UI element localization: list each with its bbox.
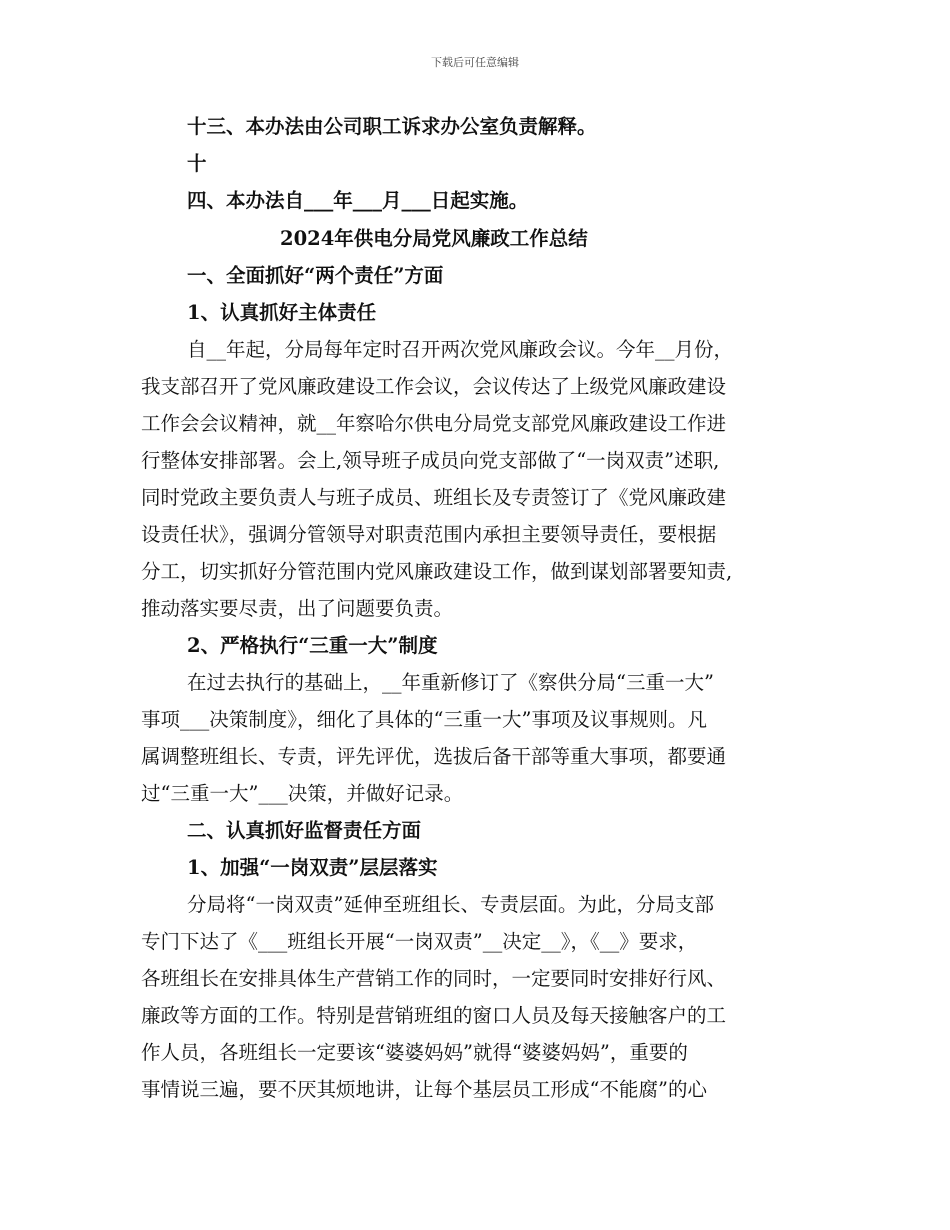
page-header-note: 下载后可任意编辑 [431,56,519,69]
paragraph-line: 各班组长在安排具体生产营销工作的同时，一定要同时安排好行风、 [141,967,727,990]
paragraph-line: 专门下达了《___班组长开展“一岗双责”__决定__》，《__》要求， [141,930,698,953]
subheading-2-1: 1、加强“一岗双责”层层落实 [187,856,438,879]
section-heading-2: 二、认真抓好监督责任方面 [187,819,422,842]
paragraph-line: 分局将“一岗双责”延伸至班组长、专责层面。为此，分局支部 [187,893,714,916]
subheading-1-2: 2、严格执行“三重一大”制度 [187,634,438,657]
subheading-1-1: 1、认真抓好主体责任 [187,301,377,324]
paragraph-line: 在过去执行的基础上，__年重新修订了《察供分局“三重一大” [187,671,714,694]
section-heading-1: 一、全面抓好“两个责任”方面 [187,264,444,287]
paragraph-line: 事项___决策制度》，细化了具体的“三重一大”事项及议事规则。凡 [141,708,707,731]
clause-14: 四、本办法自___年___月___日起实施。 [187,189,529,212]
paragraph-line: 分工，切实抓好分管范围内党风廉政建设工作，做到谋划部署要知责, [141,560,733,583]
paragraph-line: 我支部召开了党风廉政建设工作会议，会议传达了上级党风廉政建设 [141,375,727,398]
paragraph-line: 推动落实要尽责，出了问题要负责。 [141,597,454,620]
paragraph-line: 工作会会议精神，就__年察哈尔供电分局党支部党风廉政建设工作进 [141,412,727,435]
paragraph-line: 廉政等方面的工作。特别是营销班组的窗口人员及每天接触客户的工 [141,1004,727,1027]
paragraph-line: 属调整班组长、专责，评先评优，选拔后备干部等重大事项，都要通 [141,745,727,768]
paragraph-line: 同时党政主要负责人与班子成员、班组长及专责签订了《党风廉政建 [141,486,727,509]
paragraph-line: 自__年起，分局每年定时召开两次党风廉政会议。今年__月份， [187,338,734,361]
paragraph-line: 设责任状》，强调分管领导对职责范围内承担主要领导责任，要根据 [141,523,717,546]
document-title: 2024年供电分局党风廉政工作总结 [280,227,588,250]
paragraph-line: 作人员，各班组长一定要该“婆婆妈妈”就得“婆婆妈妈”，重要的 [141,1041,688,1064]
clause-14-prefix: 十 [187,152,207,175]
clause-13: 十三、本办法由公司职工诉求办公室负责解释。 [187,115,597,138]
paragraph-line: 过“三重一大”___决策，并做好记录。 [141,782,464,805]
paragraph-line: 事情说三遍，要不厌其烦地讲，让每个基层员工形成“不能腐”的心 [141,1078,707,1101]
paragraph-line: 行整体安排部署。会上,领导班子成员向党支部做了“一岗双责”述职, [141,449,720,472]
